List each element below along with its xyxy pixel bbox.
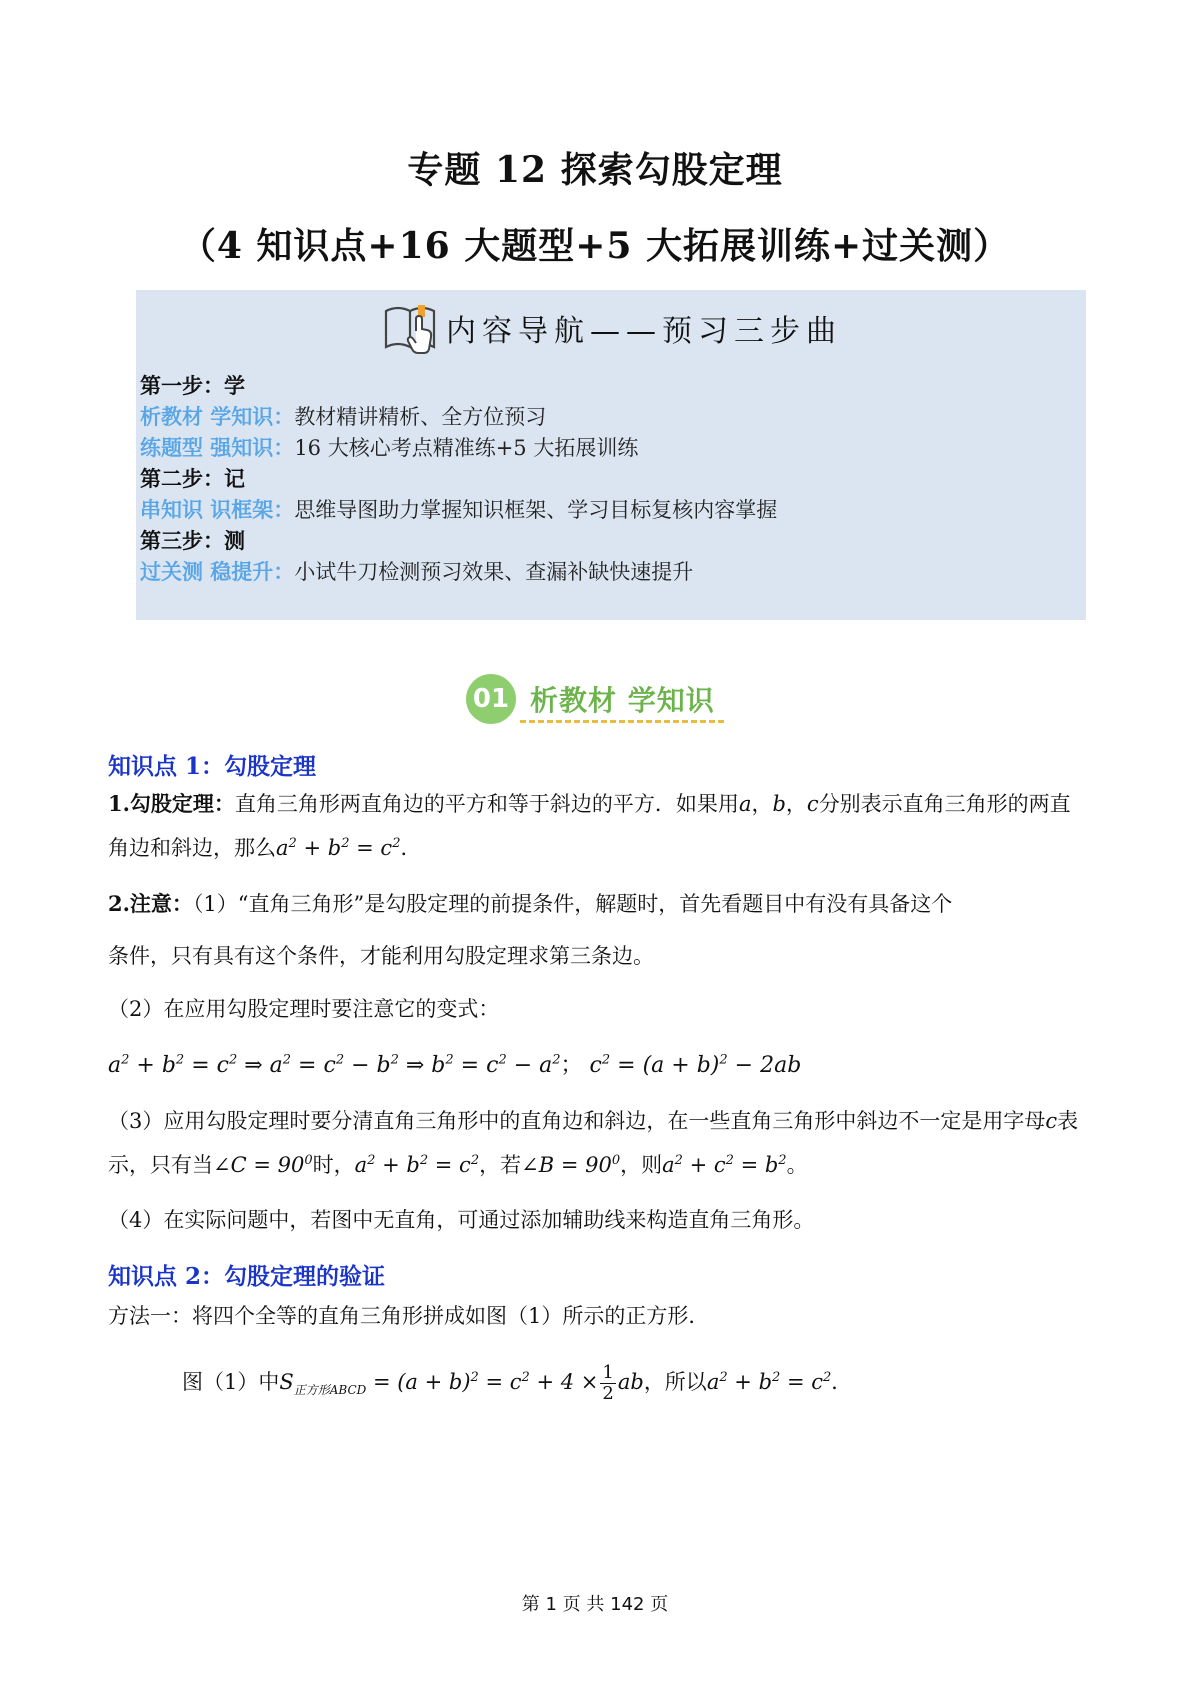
kp1-paragraph-3: （2）在应用勾股定理时要注意它的变式： [108,997,500,1021]
kp1-paragraph-2b: 条件，只有具有这个条件，才能利用勾股定理求第三条边。 [108,944,654,968]
content-navigation-box [136,290,1086,620]
kp2-formula-text-a: 图（1）中 [182,1370,280,1394]
fraction-one-half [600,1363,615,1404]
kp1-p6-text-a: 示，只有当 [108,1153,213,1177]
fraction-denominator: 2 [602,1383,614,1404]
kp1-p6-text-d: ，则 [620,1153,663,1177]
step-3-label: 第三步：测 [140,528,245,553]
kp1-paragraph-1: 1.勾股定理：直角三角形两直角边的平方和等于斜边的平方．如果用a，b，c分别表示直角三角形的两直 [108,791,1071,816]
nav-item-highlight: 过关测 稳提升： [140,559,295,584]
kp1-p1-label: 1.勾股定理： [108,791,235,816]
section-badge [466,672,715,726]
nav-item-highlight: 析教材 学知识： [140,404,295,429]
kp1-formula-variants: $a^2 + b^2 = c^2$ ⇒ $a^2 = c^2 - b^2$ ⇒ $b^2 = c^2 - a^2$； $c^2 = (a + b)^2 - 2ab$ [108,1052,802,1078]
var-c: c [1045,1109,1058,1133]
kp1-paragraph-6: 示，只有当∠C = $90^0$时，$a^2 + b^2 = c^2$，若∠B = $90^0$，则$a^2 + c^2 = b^2$。 [108,1153,808,1177]
nav-item-desc: 教材精讲精析、全方位预习 [294,405,547,429]
kp1-paragraph-2 [108,888,1088,920]
kp1-p6-text-e: 。 [786,1153,808,1177]
var-b: b [772,792,786,816]
var-a: a [738,792,752,816]
section-title: 析教材 学知识 [530,684,715,717]
document-subtitle: （4 知识点+16 大题型+5 大拓展训练+过关测） [179,225,1011,267]
nav-header-title: 内容导航——预习三步曲 [446,314,842,349]
kp1-p6-text-b: 时， [312,1153,355,1177]
nav-item-desc: 思维导图助力掌握知识框架、学习目标复核内容掌握 [294,498,778,522]
kp1-p1-text-c: 角边和斜边，那么 [108,836,276,860]
nav-steps [140,370,777,587]
kp1-paragraph-7: （4）在实际问题中，若图中无直角，可通过添加辅助线来构造直角三角形。 [108,1208,815,1232]
section-number: 01 [466,674,516,724]
kp2-formula-line: 图（1）中$S_{正方形ABCD} = (a + b)^2 = c^2 + 4$ × $\frac{1}{2}$ ab，所以$a^2 + b^2 = c^2$． [182,1362,853,1404]
nav-item-highlight: 练题型 强知识： [140,435,295,460]
kp2-formula-subscript: 正方形ABCD [293,1383,367,1398]
nav-item [140,556,777,587]
book-hand-icon [380,297,442,359]
step-1-label: 第一步：学 [140,373,245,398]
kp1-p2-label: 2.注意： [108,891,193,916]
section-underline [520,720,724,723]
kp1-p2-text: （1）“直角三角形”是勾股定理的前提条件，解题时，首先看题目中有没有具备这个 [192,892,953,916]
step-2-label: 第二步：记 [140,466,245,491]
document-title: 专题 12 探索勾股定理 [407,149,783,191]
kp1-p1-text-a: 直角三角形两直角边的平方和等于斜边的平方．如果用 [234,792,739,816]
nav-item-highlight: 串知识 识框架： [140,497,295,522]
kp2-formula-text-b: ，所以 [643,1370,707,1394]
kp1-p1-text-b: 分别表示直角三角形的两直 [818,792,1071,816]
kp1-paragraph-5 [108,1105,1088,1137]
kp1-p5-text-a: （3）应用勾股定理时要分清直角三角形中的直角边和斜边，在一些直角三角形中斜边不一定是用字母 [108,1109,1046,1133]
formula-pythagoras: $a^2 + b^2 = c^2$ [276,836,401,860]
kp1-p6-text-c: ，若 [479,1153,522,1177]
nav-item [140,432,777,463]
nav-item-desc: 16 大核心考点精准练+5 大拓展训练 [294,436,639,460]
kp1-paragraph-1b: 角边和斜边，那么$a^2 + b^2 = c^2$． [108,836,422,860]
nav-item [140,494,777,525]
kp2-paragraph-1: 方法一：将四个全等的直角三角形拼成如图（1）所示的正方形． [108,1304,710,1328]
knowledge-point-1-heading: 知识点 1：勾股定理 [108,753,317,780]
fraction-numerator: 1 [602,1362,614,1383]
nav-item [140,401,777,432]
nav-header [136,298,1086,358]
knowledge-point-2-heading: 知识点 2：勾股定理的验证 [108,1263,386,1290]
page-footer: 第 1 页 共 142 页 [521,1594,669,1615]
nav-item-desc: 小试牛刀检测预习效果、查漏补缺快速提升 [294,560,694,584]
kp1-p5-text-b: 表 [1057,1109,1079,1133]
var-c: c [806,792,819,816]
